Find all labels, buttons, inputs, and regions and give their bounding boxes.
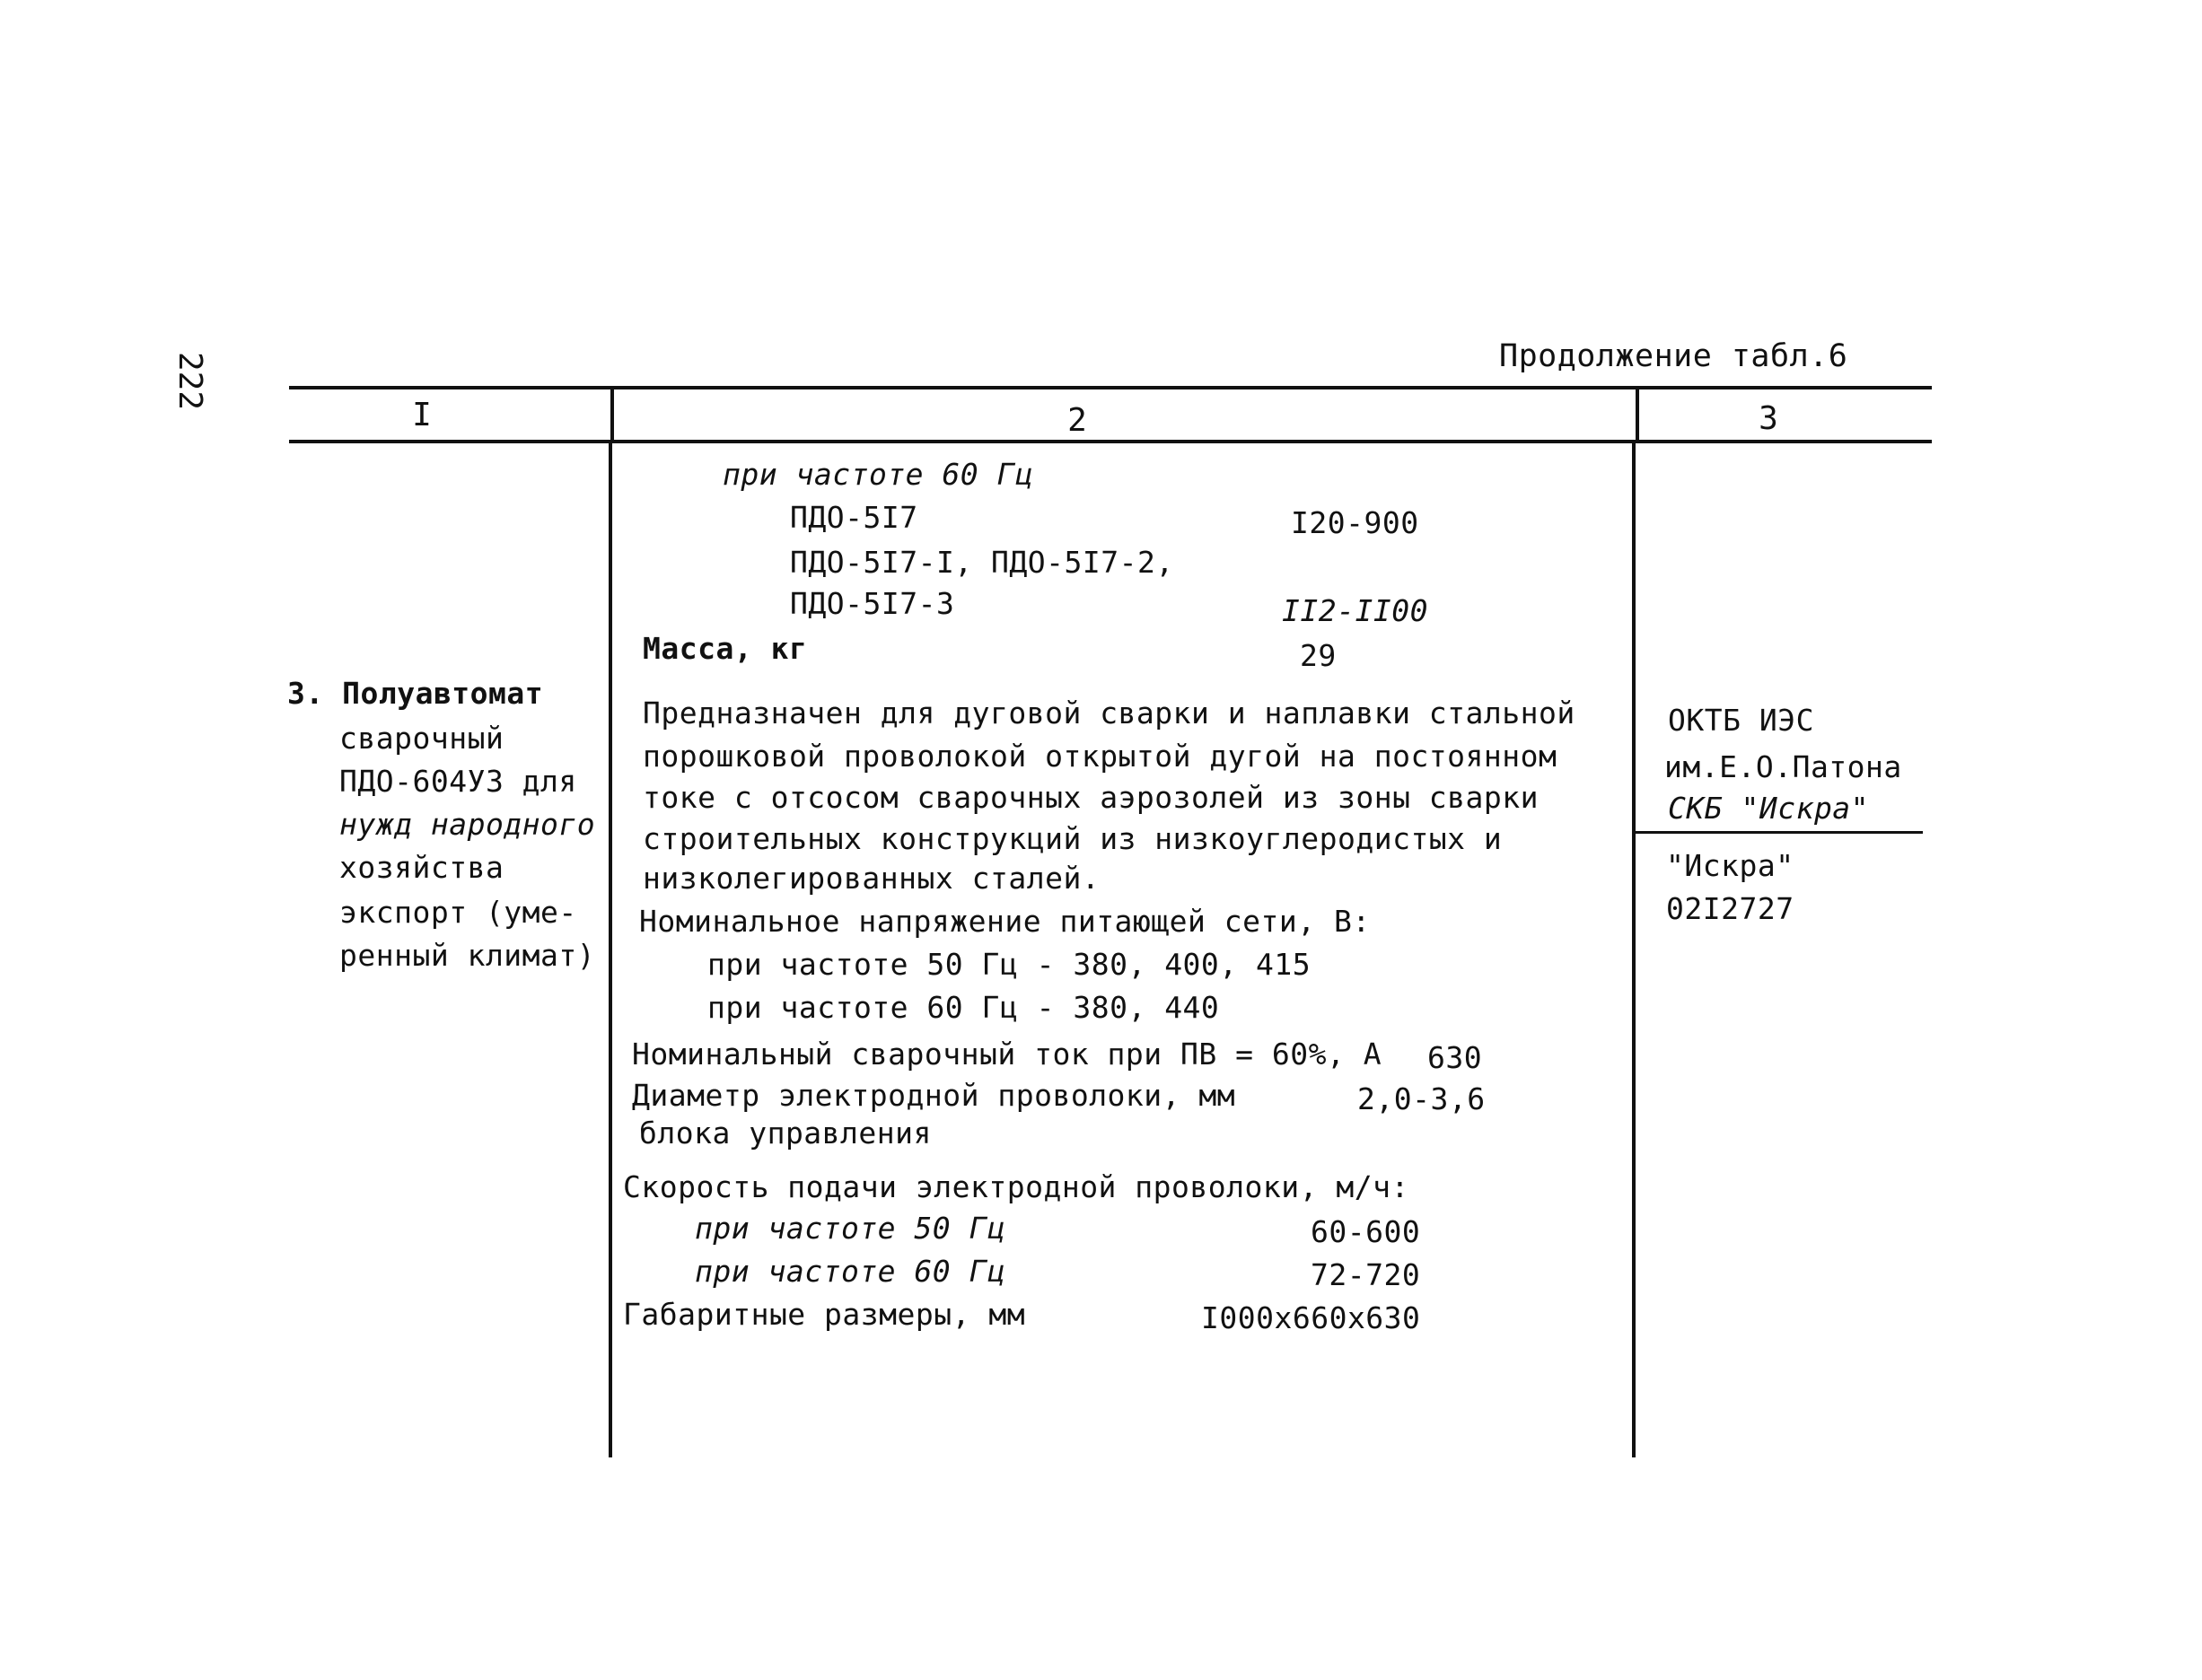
description-line: токе с отсосом сварочных аэрозолей из зоны сварки — [643, 780, 1540, 815]
speed-label: Скорость подачи электродной проволоки, м/ч: — [623, 1169, 1409, 1204]
mass-label: Масса, кг — [643, 631, 808, 666]
manufacturer: "Искра" — [1666, 848, 1794, 883]
dimensions-value: I000x660x630 — [1201, 1300, 1421, 1335]
col1-line: экспорт (уме- — [339, 895, 577, 930]
col1-line: ренный климат) — [339, 938, 596, 973]
col3-divider — [1636, 831, 1923, 834]
header-col2: 2 — [1067, 402, 1087, 439]
description-line: низколегированных сталей. — [643, 861, 1101, 896]
product-code: 02I2727 — [1666, 891, 1794, 926]
table-top-rule — [289, 386, 1932, 389]
model-value: I20-900 — [1291, 505, 1419, 540]
speed-60-label: при частоте 60 Гц — [695, 1254, 1006, 1289]
model-value: II2-II00 — [1282, 593, 1428, 628]
column-divider-1 — [609, 443, 612, 1457]
header-divider-1 — [610, 388, 614, 442]
page-number: 222 — [171, 352, 208, 411]
description-line: строительных конструкций из низкоуглеродистых и — [643, 821, 1503, 856]
table-header-rule — [289, 440, 1932, 443]
model-label: ПДО-5I7-I, ПДО-5I7-2, — [790, 545, 1174, 580]
col1-line: нужд народного — [339, 807, 596, 842]
voltage-60: при частоте 60 Гц - 380, 440 — [707, 990, 1220, 1025]
header-col1: I — [412, 397, 432, 433]
col1-line: ПДО-604УЗ для — [339, 764, 577, 799]
developer-line: СКБ "Искра" — [1668, 791, 1870, 826]
model-label: ПДО-5I7 — [790, 500, 918, 535]
table-continuation-label: Продолжение табл.6 — [1499, 338, 1848, 374]
speed-50-label: при частоте 50 Гц — [695, 1211, 1006, 1246]
voltage-50: при частоте 50 Гц - 380, 400, 415 — [707, 947, 1312, 982]
developer-line: им.Е.О.Патона — [1664, 749, 1902, 784]
speed-50-value: 60-600 — [1311, 1214, 1421, 1249]
header-col3: 3 — [1759, 400, 1778, 437]
diameter-value: 2,0-3,6 — [1357, 1081, 1486, 1116]
voltage-label: Номинальное напряжение питающей сети, В: — [639, 904, 1371, 939]
column-divider-2 — [1632, 443, 1636, 1457]
block-label: блока управления — [639, 1116, 932, 1151]
mass-value: 29 — [1300, 638, 1337, 673]
description-line: Предназначен для дуговой сварки и наплавки стальной — [643, 696, 1575, 731]
col1-line: 3. Полуавтомат — [287, 676, 544, 711]
col1-line: сварочный — [339, 721, 504, 756]
diameter-label: Диаметр электродной проволоки, мм — [632, 1078, 1236, 1113]
current-value: 630 — [1427, 1040, 1483, 1075]
developer-line: ОКТБ ИЭС — [1668, 703, 1814, 738]
freq60-label: при частоте 60 Гц — [723, 457, 1034, 492]
speed-60-value: 72-720 — [1311, 1257, 1421, 1292]
model-label: ПДО-5I7-3 — [790, 586, 955, 621]
dimensions-label: Габаритные размеры, мм — [623, 1297, 1026, 1332]
description-line: порошковой проволокой открытой дугой на постоянном — [643, 739, 1557, 774]
current-label: Номинальный сварочный ток при ПВ = 60%, А — [632, 1037, 1382, 1072]
col1-line: хозяйства — [339, 850, 504, 885]
header-divider-2 — [1636, 388, 1639, 442]
